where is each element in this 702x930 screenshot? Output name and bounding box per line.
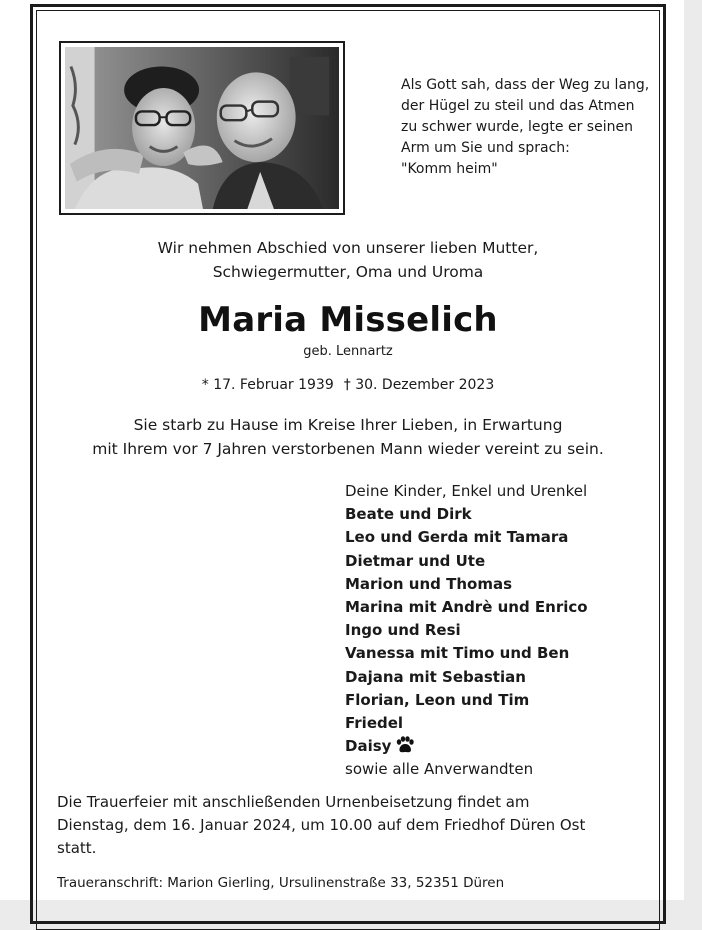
- couple-photo-image: [65, 47, 339, 209]
- family-member: Marina mit Andrè und Enrico: [345, 598, 588, 617]
- death-date: † 30. Dezember 2023: [343, 377, 495, 393]
- death-notice: [36, 413, 660, 461]
- family-member: Ingo und Resi: [345, 621, 461, 640]
- service-line: Die Trauerfeier mit anschließenden Urnenbeisetzung findet am: [57, 793, 530, 811]
- family-member-pet: [345, 735, 645, 758]
- family-member: Leo und Gerda mit Tamara: [345, 528, 569, 547]
- birth-date: * 17. Februar 1939: [201, 377, 334, 393]
- service-line: statt.: [57, 839, 97, 857]
- poem-line: Als Gott sah, dass der Weg zu lang,: [401, 77, 650, 93]
- intro-line: Wir nehmen Abschied von unserer lieben Mutter,: [157, 239, 539, 257]
- intro-line: Schwiegermutter, Oma und Uroma: [212, 263, 484, 281]
- family-heading: Deine Kinder, Enkel und Urenkel: [345, 482, 588, 500]
- couple-photo: [59, 41, 345, 215]
- farewell-intro: [36, 236, 660, 284]
- poem-quote: [401, 75, 651, 180]
- family-member: Marion und Thomas: [345, 574, 513, 593]
- death-notice-line: Sie starb zu Hause im Kreise Ihrer Lieben, in Erwartung: [133, 416, 563, 434]
- mourning-address: Traueranschrift: Marion Gierling, Ursulinenstraße 33, 52351 Düren: [57, 875, 505, 891]
- family-member: Vanessa mit Timo und Ben: [345, 644, 570, 663]
- family-list: [345, 480, 645, 782]
- maiden-name: geb. Lennartz: [303, 344, 393, 359]
- funeral-service-info: [57, 791, 657, 860]
- life-dates: [36, 375, 660, 395]
- family-member: Dietmar und Ute: [345, 551, 486, 570]
- death-notice-line: mit Ihrem vor 7 Jahren verstorbenen Mann wieder vereint zu sein.: [92, 440, 604, 458]
- poem-line: Arm um Sie und sprach:: [401, 140, 570, 156]
- family-closing: sowie alle Anverwandten: [345, 760, 534, 779]
- family-member: Dajana mit Sebastian: [345, 667, 526, 686]
- family-member: Florian, Leon und Tim: [345, 690, 530, 709]
- poem-line: "Komm heim": [401, 161, 498, 177]
- paw-print-icon: [395, 736, 415, 754]
- service-line: Dienstag, dem 16. Januar 2024, um 10.00 auf dem Friedhof Düren Ost: [57, 816, 586, 834]
- poem-line: der Hügel zu steil und das Atmen: [401, 98, 635, 114]
- family-member: Beate und Dirk: [345, 505, 472, 524]
- deceased-name: Maria Misselich: [198, 300, 498, 340]
- poem-line: zu schwer wurde, legte er seinen: [401, 119, 633, 135]
- pet-name: Daisy: [345, 737, 392, 756]
- family-member: Friedel: [345, 714, 404, 733]
